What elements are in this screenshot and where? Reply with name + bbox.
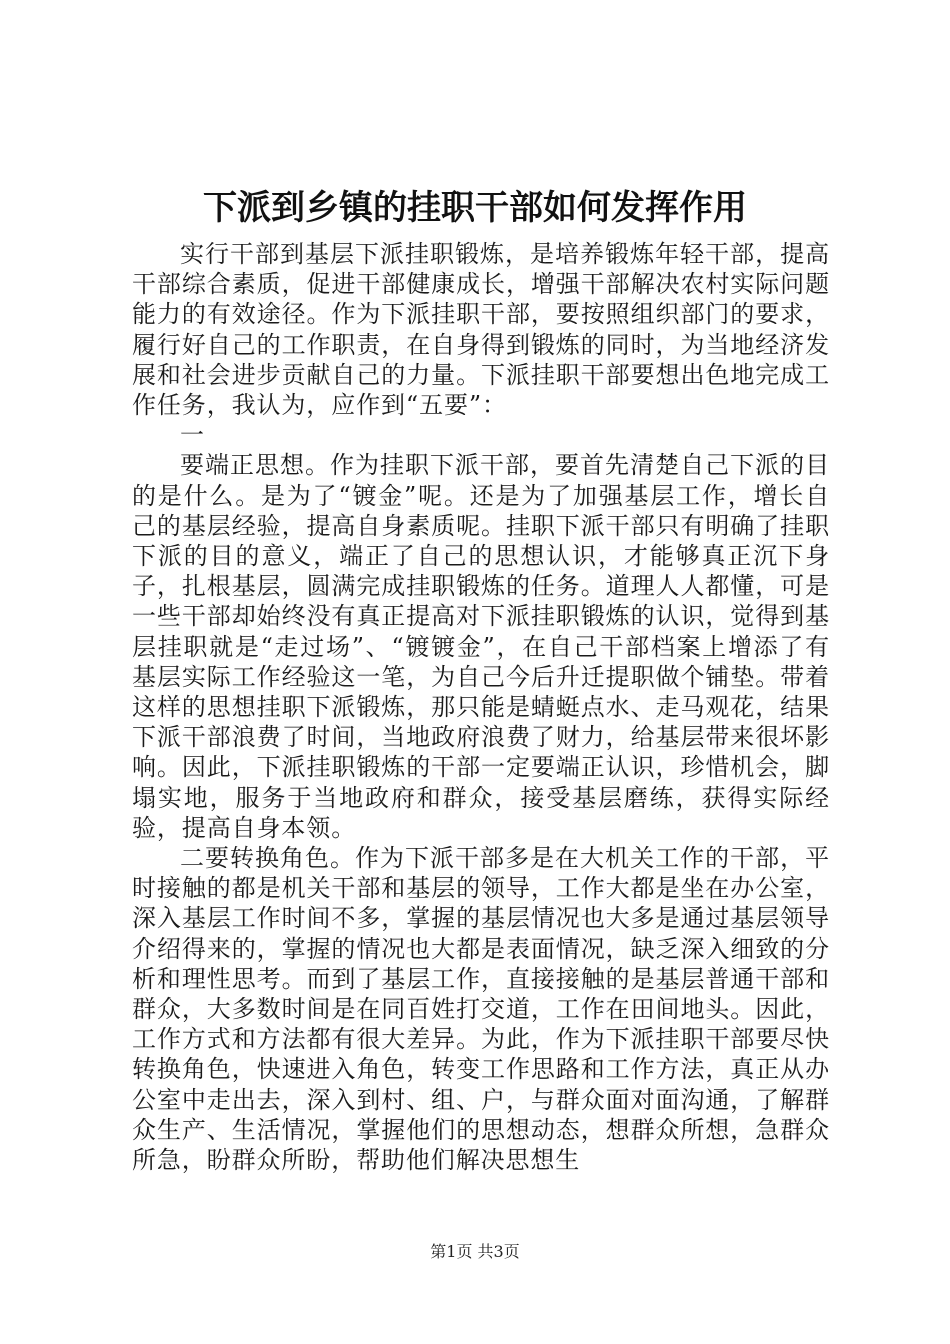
document-title: 下派到乡镇的挂职干部如何发挥作用 <box>203 188 747 228</box>
paragraph-point-two: 二要转换角色。作为下派干部多是在大机关工作的干部，平时接触的都是机关干部和基层的领导，工作大都是坐在办公室，深入基层工作时间不多，掌握的基层情况也大多是通过基层领导介绍得来的，掌握的情况也大都是表面情况，缺乏深入细致的分析和理性思考。而到了基层工作，直接接触的是基层普通干部和群众，大多数时间是在同百姓打交道，工作在田间地头。因此，工作方式和方法都有很大差异。为此，作为下派挂职干部要尽快转换角色，快速进入角色，转变工作思路和工作方法，真正从办公室中走出去，深入到村、组、户，与群众面对面沟通，了解群众生产、生活情况，掌握他们的思想动态，想群众所想，急群众所急，盼群众所盼，帮助他们解决思想生 <box>132 844 830 1175</box>
document-body <box>132 239 830 1175</box>
page-footer: 第1页 共3页 <box>430 1242 520 1261</box>
paragraph-point-one: 要端正思想。作为挂职下派干部，要首先清楚自己下派的目的是什么。是为了“镀金”呢。还是为了加强基层工作，增长自己的基层经验，提高自身素质呢。挂职下派干部只有明确了挂职下派的目的意义，端正了自己的思想认识，才能够真正沉下身子，扎根基层，圆满完成挂职锻炼的任务。道理人人都懂，可是一些干部却始终没有真正提高对下派挂职锻炼的认识，觉得到基层挂职就是“走过场”、“镀镀金”，在自己干部档案上增添了有基层实际工作经验这一笔，为自己今后升迁提职做个铺垫。带着这样的思想挂职下派锻炼，那只能是蜻蜓点水、走马观花，结果下派干部浪费了时间，当地政府浪费了财力，给基层带来很坏影响。因此，下派挂职锻炼的干部一定要端正认识，珍惜机会，脚塌实地，服务于当地政府和群众，接受基层磨练，获得实际经验，提高自身本领。 <box>132 451 830 842</box>
paragraph-numeral: 一 <box>180 421 205 450</box>
paragraph-intro: 实行干部到基层下派挂职锻炼，是培养锻炼年轻干部，提高干部综合素质，促进干部健康成长，增强干部解决农村实际问题能力的有效途径。作为下派挂职干部，要按照组织部门的要求，履行好自己的工作职责，在自身得到锻炼的同时，为当地经济发展和社会进步贡献自己的力量。下派挂职干部要想出色地完成工作任务，我认为，应作到“五要”： <box>132 240 830 420</box>
